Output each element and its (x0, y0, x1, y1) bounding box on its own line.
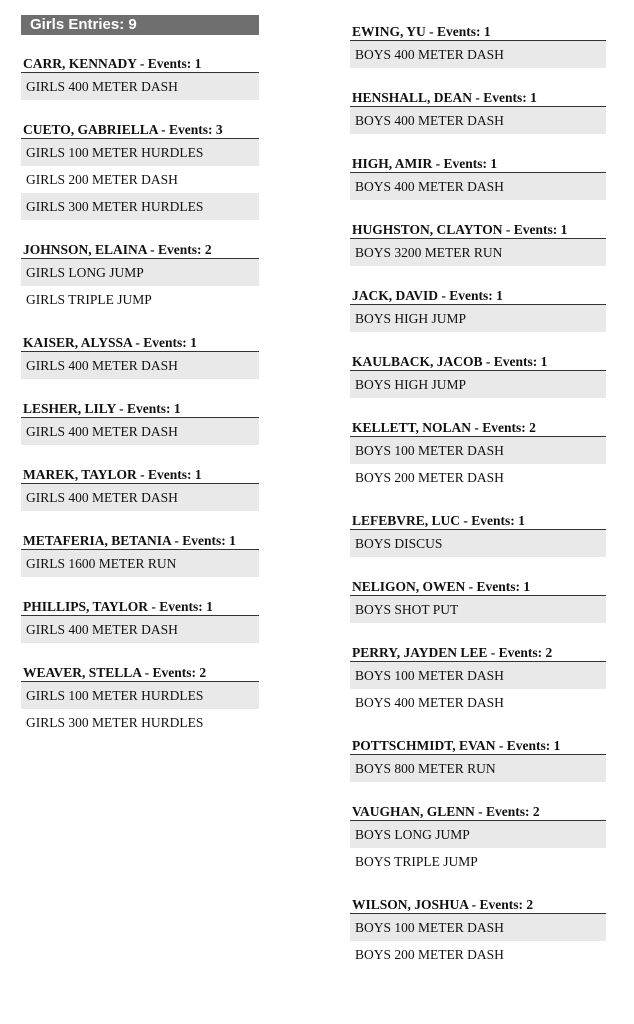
event-list (350, 371, 606, 398)
event-row: BOYS 200 METER DASH (350, 941, 606, 968)
athlete-entry (21, 665, 259, 736)
event-row: BOYS HIGH JUMP (350, 305, 606, 332)
event-list (350, 173, 606, 200)
athlete-entry (21, 599, 259, 643)
event-row: BOYS 200 METER DASH (350, 464, 606, 491)
athlete-name: KAULBACK, JACOB - Events: 1 (350, 354, 606, 371)
event-list (21, 484, 259, 511)
event-list (21, 73, 259, 100)
boys-entries-column (350, 24, 606, 990)
event-list (350, 914, 606, 968)
event-list (350, 239, 606, 266)
athlete-name: LEFEBVRE, LUC - Events: 1 (350, 513, 606, 530)
athlete-entry (21, 335, 259, 379)
event-row: GIRLS TRIPLE JUMP (21, 286, 259, 313)
athlete-entry (350, 804, 606, 875)
event-list (21, 418, 259, 445)
athlete-name: WEAVER, STELLA - Events: 2 (21, 665, 259, 682)
event-row: BOYS 400 METER DASH (350, 689, 606, 716)
athlete-entry (350, 24, 606, 68)
athlete-entry (350, 288, 606, 332)
athlete-entry (21, 467, 259, 511)
event-row: BOYS 800 METER RUN (350, 755, 606, 782)
event-row: GIRLS 400 METER DASH (21, 418, 259, 445)
athlete-name: METAFERIA, BETANIA - Events: 1 (21, 533, 259, 550)
event-list (21, 352, 259, 379)
athlete-name: HENSHALL, DEAN - Events: 1 (350, 90, 606, 107)
athlete-entry (21, 242, 259, 313)
athlete-name: CARR, KENNADY - Events: 1 (21, 56, 259, 73)
event-list (350, 41, 606, 68)
athlete-entry (350, 90, 606, 134)
athlete-name: POTTSCHMIDT, EVAN - Events: 1 (350, 738, 606, 755)
event-row: BOYS DISCUS (350, 530, 606, 557)
event-row: GIRLS 200 METER DASH (21, 166, 259, 193)
athlete-entry (350, 897, 606, 968)
athlete-name: PHILLIPS, TAYLOR - Events: 1 (21, 599, 259, 616)
event-row: BOYS 400 METER DASH (350, 41, 606, 68)
event-list (21, 139, 259, 220)
event-row: BOYS 100 METER DASH (350, 662, 606, 689)
event-row: BOYS 3200 METER RUN (350, 239, 606, 266)
event-list (21, 616, 259, 643)
athlete-name: KELLETT, NOLAN - Events: 2 (350, 420, 606, 437)
athlete-name: WILSON, JOSHUA - Events: 2 (350, 897, 606, 914)
athlete-entry (350, 222, 606, 266)
athlete-entry (21, 533, 259, 577)
boys-athlete-list (350, 24, 606, 968)
event-row: GIRLS LONG JUMP (21, 259, 259, 286)
event-row: GIRLS 400 METER DASH (21, 616, 259, 643)
event-list (21, 682, 259, 736)
athlete-entry (21, 401, 259, 445)
event-list (350, 755, 606, 782)
event-row: GIRLS 100 METER HURDLES (21, 139, 259, 166)
athlete-name: LESHER, LILY - Events: 1 (21, 401, 259, 418)
event-row: GIRLS 100 METER HURDLES (21, 682, 259, 709)
athlete-entry (350, 354, 606, 398)
athlete-name: EWING, YU - Events: 1 (350, 24, 606, 41)
event-row: BOYS 100 METER DASH (350, 437, 606, 464)
athlete-name: PERRY, JAYDEN LEE - Events: 2 (350, 645, 606, 662)
athlete-entry (350, 579, 606, 623)
event-row: BOYS TRIPLE JUMP (350, 848, 606, 875)
event-list (350, 530, 606, 557)
event-list (350, 596, 606, 623)
event-row: GIRLS 400 METER DASH (21, 352, 259, 379)
event-row: GIRLS 400 METER DASH (21, 73, 259, 100)
athlete-name: JOHNSON, ELAINA - Events: 2 (21, 242, 259, 259)
event-list (21, 550, 259, 577)
event-row: BOYS LONG JUMP (350, 821, 606, 848)
event-row: GIRLS 300 METER HURDLES (21, 709, 259, 736)
event-row: BOYS 400 METER DASH (350, 107, 606, 134)
athlete-entry (350, 513, 606, 557)
event-list (350, 437, 606, 491)
athlete-name: NELIGON, OWEN - Events: 1 (350, 579, 606, 596)
athlete-entry (21, 122, 259, 220)
event-row: BOYS SHOT PUT (350, 596, 606, 623)
girls-entries-column (21, 15, 259, 758)
girls-athlete-list (21, 56, 259, 736)
athlete-entry (350, 420, 606, 491)
event-row: GIRLS 300 METER HURDLES (21, 193, 259, 220)
athlete-name: VAUGHAN, GLENN - Events: 2 (350, 804, 606, 821)
event-list (350, 662, 606, 716)
athlete-name: KAISER, ALYSSA - Events: 1 (21, 335, 259, 352)
event-row: GIRLS 1600 METER RUN (21, 550, 259, 577)
athlete-name: CUETO, GABRIELLA - Events: 3 (21, 122, 259, 139)
athlete-entry (350, 738, 606, 782)
girls-entries-header: Girls Entries: 9 (21, 15, 259, 35)
event-list (21, 259, 259, 313)
event-list (350, 107, 606, 134)
athlete-entry (350, 645, 606, 716)
event-row: BOYS HIGH JUMP (350, 371, 606, 398)
event-row: GIRLS 400 METER DASH (21, 484, 259, 511)
athlete-entry (350, 156, 606, 200)
event-list (350, 305, 606, 332)
athlete-name: HUGHSTON, CLAYTON - Events: 1 (350, 222, 606, 239)
event-row: BOYS 100 METER DASH (350, 914, 606, 941)
event-row: BOYS 400 METER DASH (350, 173, 606, 200)
athlete-name: HIGH, AMIR - Events: 1 (350, 156, 606, 173)
athlete-name: MAREK, TAYLOR - Events: 1 (21, 467, 259, 484)
athlete-name: JACK, DAVID - Events: 1 (350, 288, 606, 305)
event-list (350, 821, 606, 875)
athlete-entry (21, 56, 259, 100)
